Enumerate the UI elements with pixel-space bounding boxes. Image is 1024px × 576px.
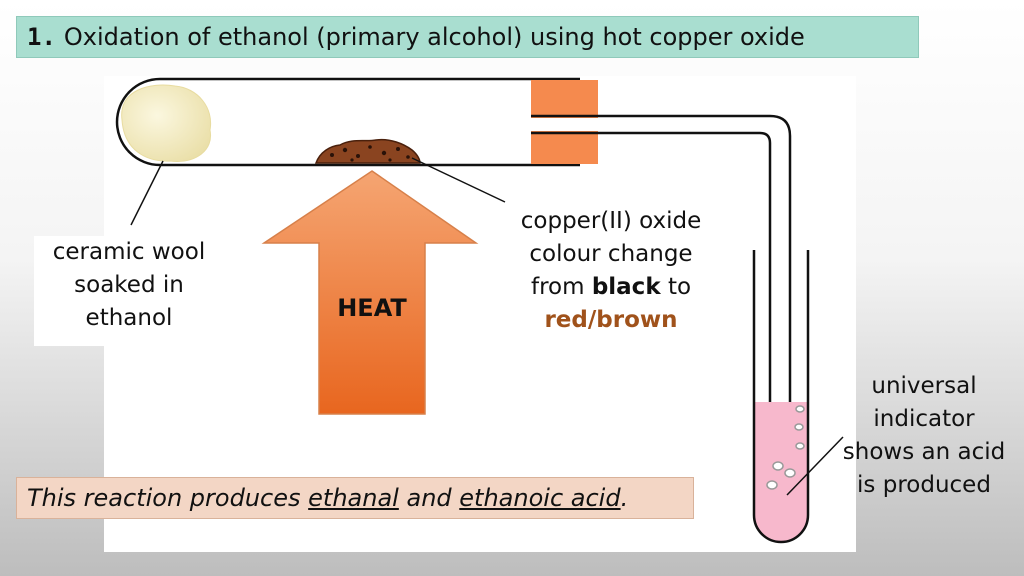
indicator-label-line2: indicator xyxy=(873,406,975,432)
copper-oxide-label xyxy=(498,205,724,337)
ceramic-wool-label-line1: ceramic wool xyxy=(52,239,206,265)
heat-label: HEAT xyxy=(337,294,407,322)
conclusion-prefix: This reaction produces xyxy=(27,484,301,512)
wool-pointer-line xyxy=(131,161,163,225)
copper-label-line3 xyxy=(498,271,724,304)
ceramic-wool-label-line3: ethanol xyxy=(85,305,173,331)
indicator-label-line1: universal xyxy=(871,373,977,399)
indicator-label xyxy=(832,370,1016,502)
title-number: 1. xyxy=(27,23,56,51)
ceramic-wool-label xyxy=(34,236,224,346)
title-text: Oxidation of ethanol (primary alcohol) using hot copper oxide xyxy=(63,23,805,51)
copper-label-line1: copper(II) oxide xyxy=(520,208,702,234)
indicator-liquid xyxy=(754,402,808,542)
indicator-label-line4: is produced xyxy=(857,472,991,498)
ceramic-wool xyxy=(122,85,211,161)
copper-label-red-brown: red/brown xyxy=(544,307,678,333)
copper-label-black: black xyxy=(591,274,661,300)
conclusion-ethanoic-acid: ethanoic acid xyxy=(459,484,621,512)
copper-oxide xyxy=(316,140,420,163)
ceramic-wool-label-line2: soaked in xyxy=(74,272,184,298)
conclusion-and: and xyxy=(406,484,452,512)
copper-label-to: to xyxy=(667,274,692,300)
conclusion-banner xyxy=(16,477,694,519)
conclusion-ethanal: ethanal xyxy=(308,484,399,512)
copper-label-line2: colour change xyxy=(529,241,693,267)
heat-arrow xyxy=(264,171,476,414)
copper-label-from: from xyxy=(530,274,585,300)
delivery-tube-gap xyxy=(531,118,598,131)
conclusion-period: . xyxy=(620,484,629,512)
indicator-label-line3: shows an acid xyxy=(842,439,1006,465)
